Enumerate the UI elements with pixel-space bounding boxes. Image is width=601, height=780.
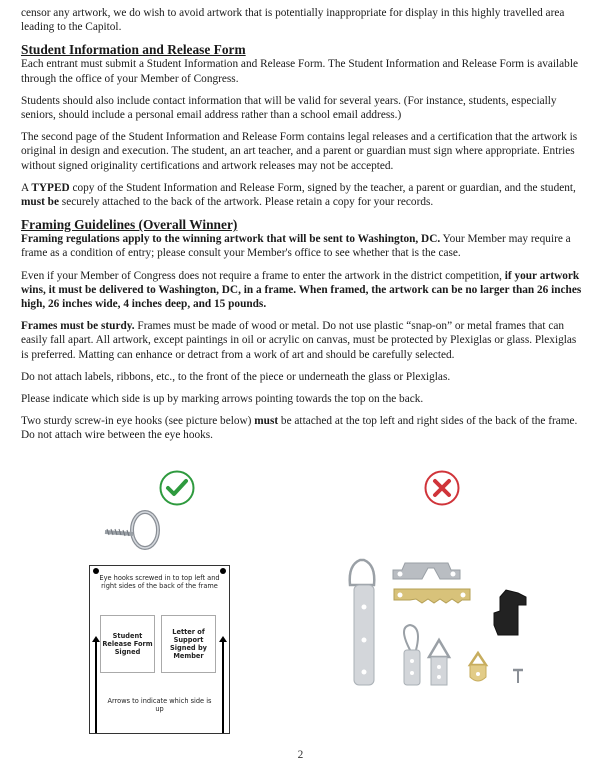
paragraph: Each entrant must submit a Student Information and Release Form. The Student Information and Release Form is available through the office of your Member of Congress. [21,58,578,85]
section-heading-student-info: Student Information and Release Form [21,42,246,58]
box-label: Student Release Form Signed [102,631,153,657]
check-circle-icon [158,469,196,507]
paragraph: Do not attach labels, ribbons, etc., to the front of the piece or underneath the glass or Plexiglas. [21,370,451,383]
paragraph [21,414,583,442]
text: Even if your Member of Congress does not require a frame to enter the artwork in the district competition, [21,269,505,282]
text: be attached at the top left and right sides of the back of the frame. Do not attach wire between the eye hooks. [21,415,578,442]
eye-hook-image [103,508,163,554]
triangle-hanger-gold [470,653,486,681]
paragraph [21,269,583,312]
page-number: 2 [297,749,304,761]
bold-text: must be [21,196,59,209]
diagram-top-text: Eye hooks screwed in to top left and right sides of the back of the frame [99,574,220,591]
bold-text: TYPED [31,181,70,194]
diagram-box-release-form [100,615,155,673]
triangle-hanger-silver [429,640,449,685]
paragraph: Students should also include contact information that will be valid for several years. (For instance, students, especially seniors, should include a personal email address rather than a school email address.) [21,94,557,122]
bold-text: Framing regulations apply to the winning artwork that will be sent to Washington, DC. [21,233,441,246]
paragraph [21,319,583,362]
small-d-ring-hanger [404,625,420,685]
bold-text: Frames must be sturdy. [21,320,135,333]
up-arrow-icon [95,640,97,733]
bold-text: if your artwork wins, it must be delivered to Washington, DC, in a frame. When framed, the artwork can be no larger than 26 inches high, 26 inches wide, 4 inches deep, and 15 pounds. [21,269,582,311]
section-heading-framing: Framing Guidelines (Overall Winner) [21,217,238,233]
text: copy of the Student Information and Release Form, signed by the teacher, a parent or guardian, and the student, [69,181,576,194]
up-arrow-icon [222,640,224,733]
diagram-bottom-text: Arrows to indicate which side is up [107,696,212,713]
silver-bracket-hanger [393,563,460,579]
gold-sawtooth-hanger [394,589,470,603]
paragraph [21,181,583,209]
intro-continuation: censor any artwork, we do wish to avoid artwork that is potentially inappropriate for display in this highly travelled area leading to the Capitol. [21,7,565,34]
text: Two sturdy screw-in eye hooks (see picture below) [21,415,255,428]
x-circle-icon [422,469,462,507]
paragraph: The second page of the Student Information and Release Form contains legal releases and a certification that the artwork is original in design and execution. The student, an art teacher, and a parent or guardian must sign where appropriate. Entries without signed originality certifications and artwork releases may not be accepted. [21,131,578,172]
black-plastic-hook [494,590,526,635]
paragraph [21,232,583,260]
document-page [21,0,583,451]
box-label: Letter of Support Signed by Member [170,627,207,661]
text: A [21,181,32,194]
frame-back-diagram [89,565,230,734]
screw-image [513,670,523,683]
incorrect-hardware-images [330,555,540,730]
paragraph: Please indicate which side is up by marking arrows pointing towards the top on the back. [21,393,424,406]
bold-text: must [254,415,279,428]
text: securely attached to the back of the artwork. Please retain a copy for your records. [58,196,434,209]
text: Your Member may require a frame as a condition of entry; please consult your Member's office to see whether that is the case. [21,233,571,260]
d-ring-strap-hanger [350,560,375,685]
text: Frames must be made of wood or metal. Do not use plastic “snap-on” or metal frames that can easily fall apart. All artwork, except paintings in oil or acrylic on canvas, must be protected by Plexiglas or glass. Plexiglas is preferred. Matting can enhance or detract from a work of art and should be carefully selected. [21,320,577,361]
diagram-box-letter-of-support [161,615,216,673]
